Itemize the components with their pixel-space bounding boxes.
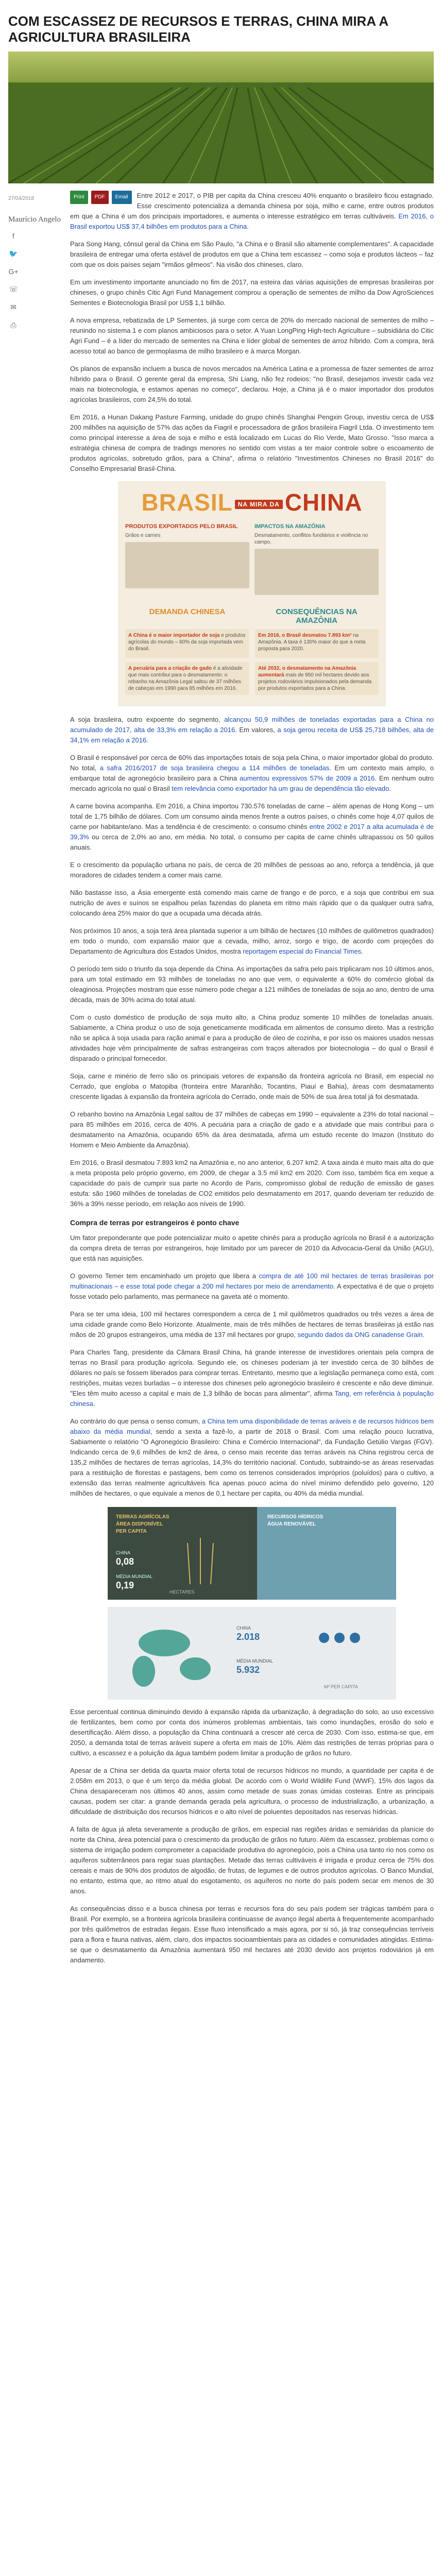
section-subheading: Compra de terras por estrangeiros é ponto chave xyxy=(70,1218,240,1227)
infographic-item: A China é o maior importador de soja e produtos agrícolas do mundo – 60% da soja importada vem do Brasil. xyxy=(125,629,249,658)
infographic-brasil-china xyxy=(118,481,386,706)
print-icon[interactable]: ⎙ xyxy=(10,321,16,329)
paragraph: A carne bovina acompanha. Em 2016, a China importou 730.576 toneladas de carne – além apenas de Hong Kong – um total de 1,75 bilhão de dólares. Com um consumo ainda menos frente a outros países, o chinês come hoje 4,07 quilos de carne por habitante/ano. Mas a tendência é de crescimento: o consumo chinês entre 2002 e 2017 a alta acumulada é de 39,3% ou cerca de 2,0% ao ano, em média. No total, o consumo per capita de carne chinês ultrapassou os 50 quilos anuais. xyxy=(70,802,434,851)
paragraph: Esse percentual continua diminuindo devido à expansão rápida da urbanização, à degradação do solo, ao uso excessivo de fertilizantes, bem como por conta dos inúmeros problemas ambientais, tais como inundações, erosão do solo e desertificação. Além disso, a população da China continuará a crescer até cerca de 2030. Com isso, estima-se que, em 2050, a demanda total de terras aráveis supere a oferta em mais de 10%. Além das restrições de terras próprias para o cultivo, a escassez e a poluição da água também podem limitar a produção de grãos no futuro. xyxy=(70,1707,434,1757)
paragraph: Em 2016, a Hunan Dakang Pasture Farming, unidade do grupo chinês Shanghai Pengxin Group, investiu cerca de US$ 200 milhões na aquisição de 57% das ações da Fiagril e processadora de grãos brasileira Fiagril Ltda. O investimento tem como principal interesse a área de soja e milho e está localizado em Lucas do Rio Verde, Mato Grosso. "Isso marca a estratégia chinesa de compra de tradings menores no sentido com vistas a ter maior controle sobre o escoamento de produtos agrícolas, sobretudo grãos, para a China", afirma o relatório "Investimentos Chineses no Brasil 2016" do Conselho Empresarial Brasil-China. xyxy=(70,413,434,472)
paragraph: Em um investimento importante anunciado no fim de 2017, na esteira das várias aquisições de empresas brasileiras por chineses, o grupo chinês Citic Agri Fund Management comprou a operação de sementes de milho da Dow AgroSciences Sementes e Biotecnologia Brasil por US$ 1,1 bilhão. xyxy=(70,278,434,307)
paragraph: O período tem sido o triunfo da soja depende da China. As importações da safra pelo país triplicaram nos 10 últimos anos, para um total estimado em 93 milhões de toneladas no ano que vem, o equivalente a 60% do comércio global da oleaginosa. Projeções mostram que esse número pode chegar a 121 milhões de toneladas de soja ao ano, dentro de uma década, mais de 30% acima do total atual. xyxy=(70,964,434,1004)
paragraph: O governo Temer tem encaminhado um projeto que libera a compra de até 100 mil hectares de terras brasileiras por multinacionais – e esse total pode chegar a 200 mil hectares por meio de arrendamento. A expectativa é de que o projeto fosse votado pelo parlamento, mas permanece na gaveta até o momento. xyxy=(70,1272,434,1300)
grains-illustration xyxy=(125,542,249,588)
impacts-card: IMPACTOS NA AMAZÔNIA Desmatamento, conflitos fundiários e violência no campo. xyxy=(254,523,379,595)
infographic-grid xyxy=(125,629,379,695)
paragraph: Para Song Hang, cônsul geral da China em São Paulo, "a China e o Brasil são altamente complementares". A capacidade brasileira de entregar uma oferta estável de produtos em que a China tem escassez – como soja e produtos lácteos – faz com que os dois países sejam "irmãos gêmeos". Na visão dos chineses, claro. xyxy=(70,240,434,268)
paragraph: Para Charles Tang, presidente da Câmara Brasil China, há grande interesse de investidores orientais pela compra de terras no Brasil para produção agrícola. Segundo ele, os chineses poderiam já ter investido cerca de 30 bilhões de dólares no país se fossem liberados para comprar terras. Entretanto, mesmo que a legislação permaneça como está, com restrições, muitas vezes burladas – o interesse dos chineses pelo agronegócio brasileiro é crescente e não deve diminuir. "Eles têm muito acesso a capital e mais de 1,3 bilhão de bocas para alimentar", afirma Tang, em referência à população chinesa. xyxy=(70,1348,434,1408)
paragraph: Soja, carne e minério de ferro são os principais vetores de expansão da fronteira agrícola no Brasil, em especial no Cerrado, que engloba o Matopiba (fronteira entre Maranhão, Tocantins, Piauí e Bahia), áreas com desmatamento crescente ligadas à expansão da fronteira agrícola do Cerrado, onde mais de 50% de sua área total já foi desmatada. xyxy=(70,1072,434,1100)
inline-link[interactable]: reportagem especial do Financial Times. xyxy=(243,947,363,955)
paragraph: As consequências disso e a busca chinesa por terras e recursos fora do seu país podem ser trágicas também para o Brasil. Por exemplo, se a fronteira agrícola brasileira continuasse de avanço ilegal aberta à frequentemente acompanhado por três quilômetros de estradas ilegais. Esse fluxo intensificado a mais agora, por si só, já traz consequências terríveis para a flora e fauna nativas, além, claro, dos impactos socioambientais para as cidades e comunidades atingidas. Estima-se que o desmatamento da Amazônia aumentará 950 mil hectares até 2030 devido aos projetos rodoviários já em andamento. xyxy=(70,1904,434,1964)
email-icon[interactable]: ✉ xyxy=(10,303,16,311)
amazon-map-illustration xyxy=(254,549,379,595)
whatsapp-icon[interactable]: ☏ xyxy=(9,285,18,293)
print-tools xyxy=(70,191,132,204)
google-plus-icon[interactable]: G+ xyxy=(8,267,19,276)
inline-link[interactable]: compra de até 100 mil hectares de terras brasileiras por multinacionais – e esse total pode chegar a 200 mil hectares por meio de arrendamento. xyxy=(70,1272,434,1290)
paragraph: Um fator preponderante que pode potencializar muito o apetite chinês para a produção agrícola no Brasil é a autorização da compra direta de terras por estrangeiros, hoje limitado por um parecer de 2010 da Advocacia-Geral da União (AGU), que está nas aquisições. xyxy=(70,1233,434,1262)
paragraph: Os planos de expansão incluem a busca de novos mercados na América Latina e a promessa de fazer sementes de arroz híbrido para o Brasil. O gerente geral da empresa, Shi Liang, não fez rodeios: "no Brasil, desejamos investir cada vez mais na biotecnologia, e estamos apenas no começo", declarou. Hoje, a China já é o maior importador dos produtos agrícolas brasileiros, com 24,5% do total. xyxy=(70,365,434,403)
paragraph: Para se ter uma ideia, 100 mil hectares correspondem a cerca de 1 mil quilômetros quadrados ou três vezes a área de uma cidade grande como Belo Horizonte. Atualmente, mais de três milhões de hectares de terras brasileiras já estão nas mãos de 20 grupos estrangeiros, uma média de 137 mil hectares por grupo, segundo dados da ONG canadense Grain. xyxy=(70,1310,434,1338)
paragraph: O Brasil é responsável por cerca de 60% das importações totais de soja pela China, o maior importador global do produto. No total, a safra 2016/2017 de soja brasileira chegou a 114 milhões de toneladas. Em um contexto mais amplo, o embarque total de agronegócio brasileiro para a China aumentou expressivos 57% de 2009 a 2016. Em nenhum outro mercado agrícola no qual o Brasil tem relevância como exportador há um grau de dependência tão elevado. xyxy=(70,753,434,792)
email-button[interactable]: Email xyxy=(112,191,132,204)
paragraph: A nova empresa, rebatizada de LP Sementes, já surge com cerca de 20% do mercado nacional de sementes de milho – reunindo no sistema 1 e com planos ambiciosos para o setor. A Yuan LongPing High-tech Agriculture – subsidiária do Citic Agri Fund – é a líder do mercado de sementes na China e líder global de sementes de arroz híbrido. Com a compra, terá acesso total ao banco de germoplasma de milho brasileiro e à marca Morgan. xyxy=(70,316,434,355)
infographic-item: Em 2016, o Brasil desmatou 7.893 km² na Amazônia. A taxa é 130% maior do que a meta proposta para 2020. xyxy=(255,629,379,658)
article-sidebar xyxy=(8,191,65,1973)
exports-card: PRODUTOS EXPORTADOS PELO BRASIL Grãos e carnes xyxy=(125,523,249,595)
consequences-heading: CONSEQUÊNCIAS NA AMAZÔNIA xyxy=(276,607,358,625)
share-bar xyxy=(8,232,65,330)
print-button[interactable]: Print xyxy=(70,191,88,204)
article-body xyxy=(65,191,434,1973)
paragraph: A soja brasileira, outro expoente do segmento, alcançou 50,9 milhões de toneladas exportadas para a China no acumulado de 2017, alta de 33,3% em relação a 2016. Em valores, a soja gerou receita de US$ 25,718 bilhões, alta de 34,1% em relação a 2016. xyxy=(70,715,434,744)
inline-link[interactable]: a safra 2016/2017 de soja brasileira chegou a 114 milhões de toneladas. xyxy=(99,764,331,772)
inline-link[interactable]: Em 2016, o Brasil exportou US$ 37,4 bilhões em produtos para a China. xyxy=(70,212,434,230)
paragraph: O rebanho bovino na Amazônia Legal saltou de 37 milhões de cabeças em 1990 – equivalente a 23% do total nacional – para 85 milhões em 2016, cerca de 40%. A pecuária para a criação de gado e a atividade que mais contribui para o desmatamento na Amazônia, ocupando 65% da área desmatada, afirma um estudo recente do Imazon (Instituto do Homem e Meio Ambiente da Amazônia). xyxy=(70,1110,434,1149)
wheat-icon xyxy=(108,1507,396,1600)
facebook-icon[interactable]: f xyxy=(12,232,14,240)
crop-field-photo xyxy=(8,52,434,183)
pdf-button[interactable]: PDF xyxy=(91,191,109,204)
inline-link[interactable]: aumentou expressivos 57% de 2009 a 2016. xyxy=(240,774,377,782)
paragraph: Nos próximos 10 anos, a soja terá área plantada superior a um bilhão de hectares (10 milhões de quilômetros quadrados) em todo o mundo, com expansão maior que a cevada, milho, arroz, sorgo e trigo, de acordo com projeções do Departamento de Agricultura dos Estados Unidos, mostra reportagem especial do Financial Times. xyxy=(70,926,434,955)
water-per-capita-graphic: CHINA 2.018 MÉDIA MUNDIAL 5.932 M³ PER CAPITA xyxy=(108,1607,396,1700)
paragraph: Em 2016, o Brasil desmatou 7.893 km2 na Amazônia e, no ano anterior, 6.207 km2. A taxa ainda é muito mais alta do que a meta proposta pelo próprio governo, em 2009, de chegar a 3.5 mil km2 em 2020. Com isso, também fica em xeque a capacidade do país de cumprir sua parte no Acordo de Paris, compromisso global de redução de emissão de gases estufa: são 1960 milhões de toneladas de CO2 emitidos pelo desmatamento em 2017, quando deveriam ter reduzido de 36% a 39% nesse período, em relação aos níveis de 1990. xyxy=(70,1158,434,1208)
inline-link[interactable]: tem relevância como exportador há um grau de dependência tão elevado. xyxy=(172,784,391,792)
paragraph: E o crescimento da população urbana no país, de cerca de 20 milhões de pessoas ao ano, reforça a tendência, já que moradores de cidades tendem a comer mais carne. xyxy=(70,860,434,879)
inline-link[interactable]: alcançou 50,9 milhões de toneladas exportadas para a China no acumulado de 2017, alta de 33,3% em relação a 2016. xyxy=(70,715,434,734)
inline-link[interactable]: segundo dados da ONG canadense Grain. xyxy=(297,1330,424,1338)
paragraph: Apesar de a China ser detida da quarta maior oferta total de recursos hídricos no mundo, a quantidade per capita é de 2.058m em 2013, o que é um terço da média global. De acordo com o World Wildlife Fund (WWF), 15% dos lagos da China desapareceram nos últimos 40 anos, assim como metade de suas zonas úmidas costeiras. Entre as principais causas, podem ser citar: a grande demanda gerada pela agricultura, o processo de industrialização, a urbanização, a dificuldade de distribuição dos recursos hídricos e o alto nível de poluentes depositados nas reservas hídricas. xyxy=(70,1766,434,1816)
infographic-item: A pecuária para a criação de gado é a atividade que mais contribui para o desmatamento: o rebanho na Amazônia Legal saltou de 37 milhões de cabeças em 1990 para 85 milhões em 2016. xyxy=(125,662,249,695)
paragraph: A falta de água já afeta severamente a produção de grãos, em especial nas regiões áridas e semiáridas da planície do norte da China, área potencial para o crescimento da produção de grãos no futuro. Além da escassez, problemas como o sistema de irrigação podem comprometer a capacidade produtiva do agronegócio, pois a China usa tanto rio nos como os aquíferos subterrâneos para regar suas plantações. Metade das terras cultiváveis é irrigada e produz cerca de 75% dos cereais e mais de 90% dos produtos de algodão, de frutas, de legumes e de outros produtos agrícolas. O Banco Mundial, no entanto, estima que, ao ritmo atual do esgotamento, os aquíferos no norte do país podem secar em menos de 30 anos. xyxy=(70,1825,434,1895)
infographic-item: Até 2032, o desmatamento na Amazônia aumentará mais de 950 mil hectares devido aos projetos rodoviários impulsionados pela demanda por produtos exportados para a China. xyxy=(255,662,379,695)
paragraph: Não bastasse isso, a Ásia emergente está comendo mais carne de frango e de porco, e a soja que contribui em sua nutrição de aves e suínos se espalhou pelas fazendas do planeta em ritmo mais rápido que o da qualquer outra safra, colocando área 25% maior do que a ocupada uma década atrás. xyxy=(70,888,434,917)
publish-date: 27/04/2018 xyxy=(8,196,35,201)
author-name[interactable]: Maurício Angelo xyxy=(8,215,61,224)
hero-image xyxy=(8,52,434,183)
inline-link[interactable]: a soja gerou receita de US$ 25,718 bilhões, alta de 34,1% em relação a 2016. xyxy=(70,725,434,744)
paragraph: Com o custo doméstico de produção de soja muito alto, a China produz somente 10 milhões de toneladas anuais. Sabiamente, a China produz o uso de soja geneticamente modificada em alimentos de consumo direto. Mas a restrição não se aplica à soja usada para ração animal e para a produção de óleo de cozinha, e por isso os maiores usados nessas atividades hoje vêm principalmente de safras estrangeiras com traços alterados por biotecnologia – do qual o Brasil é disparado o principal fornecedor. xyxy=(70,1013,434,1062)
infographic-title: BRASIL NA MIRA DA CHINA xyxy=(141,489,363,516)
inline-link[interactable]: a China tem uma disponibilidade de terras aráveis e de recursos hídricos bem abaixo da média mundial, xyxy=(70,1417,434,1435)
inline-link[interactable]: Tang, em referência à população chinesa. xyxy=(70,1389,434,1408)
article-title: COM ESCASSEZ DE RECURSOS E TERRAS, CHINA MIRA A AGRICULTURA BRASILEIRA xyxy=(8,13,388,45)
twitter-icon[interactable]: 🐦 xyxy=(9,249,18,258)
demand-heading: DEMANDA CHINESA xyxy=(149,607,226,616)
land-water-graphic: TERRAS AGRÍCOLAS ÁREA DISPONÍVEL PER CAPITA CHINA 0,08 MÉDIA MUNDIAL 0,19 HECTARES RECURSOS HÍDRICOS ÁGUA RENOVÁVEL xyxy=(108,1507,396,1600)
paragraph: Ao contrário do que pensa o senso comum, a China tem uma disponibilidade de terras aráveis e de recursos hídricos bem abaixo da média mundial, sendo a sexta a fazê-lo, a partir de 2018 o Brasil. Com uma relação pouco lucrativa, Sabiamente o relatório "O Agronegócio Brasileiro: China e Comércio Internacional", da Fundação Getúlio Vargas (FGV). Indicando cerca de 9,6 milhões de km2 de área, o censo mais recente das terras aráveis na China registrou cerca de 135,2 milhões de hectares de terras agrícolas, 14,3% do território nacional. Contudo, subtraindo-se as áreas reservadas para a restituição de florestas e pastagens, bem como os terrenos considerados impróprios (poluídos) para o cultivo, a extensão das terras realmente agricultáveis fica apenas pouco acima do nível mínimo defendido pelo governo, 120 milhões de hectares, o que equivale a menos de 0,1 hectare per capita, ou 40% da média mundial. xyxy=(70,1417,434,1497)
paragraph: Print PDF Email Entre 2012 e 2017, o PIB per capita da China cresceu 40% enquanto o brasileiro ficou estagnado. Esse crescimento potencializa a demanda chinesa por soja, milho e carne, entre outros produtos em que a China é um dos principais importadores, e aumenta o interesse estratégico em terras cultiváveis. Em 2016, o Brasil exportou US$ 37,4 bilhões em produtos para a China. xyxy=(70,192,434,230)
inline-link[interactable]: entre 2002 e 2017 a alta acumulada é de 39,3% xyxy=(70,822,434,841)
infographic-top-row xyxy=(125,523,379,595)
